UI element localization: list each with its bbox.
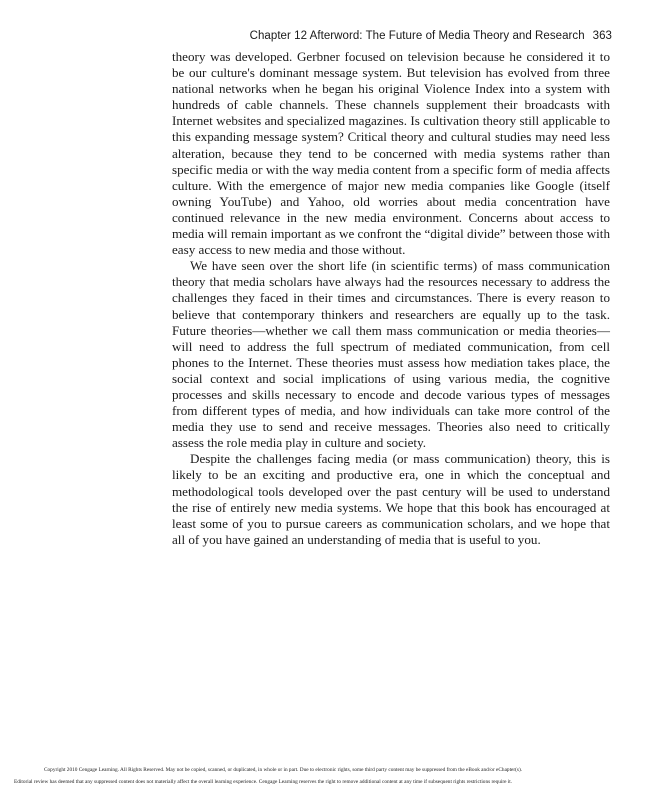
paragraph-3: Despite the challenges facing media (or mass communication) theory, this is likely to be an exciting and productive era, one in which the conceptual and methodological tools developed over the past century will be used to understand the rise of entirely new media systems. We hope that this book has encouraged at least some of you to pursue careers as communication scholars, and we hope that all of you have gained an understanding of media that is useful to you. [172, 451, 610, 547]
running-header [172, 30, 612, 42]
chapter-title: Chapter 12 Afterword: The Future of Media Theory and Research [249, 30, 585, 42]
paragraph-1: theory was developed. Gerbner focused on television because he considered it to be our culture's dominant message system. But television has evolved from three national networks when he began his original Violence Index into a system with hundreds of cable channels. These channels supplement their broadcasts with Internet websites and specialized magazines. Is cultivation theory still applicable to this expanding message system? Critical theory and cultural studies may need less alteration, because they tend to be concerned with media systems rather than specific media or with the way media content from a specific form of media affects culture. With the emergence of major new media companies like Google (itself owning YouTube) and Yahoo, old worries about media concentration have continued relevance in the new media environment. Concerns about access to media will remain important as we confront the “digital divide” between those with easy access to new media and those without. [172, 49, 610, 258]
paragraph-2: We have seen over the short life (in scientific terms) of mass communication theory that media scholars have always had the resources necessary to address the challenges they faced in their times and circumstances. There is every reason to believe that contemporary thinkers and researchers are equally up to the task. Future theories—whether we call them mass communication or media theories—will need to address the full spectrum of mediated communication, from cell phones to the Internet. These theories must assess how mediation takes place, the social context and social implications of using various media, the cognitive processes and skills necessary to encode and decode various types of messages from different types of media, and how individuals can take more control of the media they use to send and receive messages. Theories also need to critically assess the role media play in culture and society. [172, 258, 610, 451]
editorial-notice: Editorial review has deemed that any suppressed content does not materially affect the overall learning experience. Cengage Learning reserves the right to remove additional content at any time if subsequent rights restrictions require it. [14, 779, 513, 785]
body-text [172, 49, 610, 548]
page-number: 363 [592, 30, 612, 42]
copyright-notice: Copyright 2010 Cengage Learning. All Rights Reserved. May not be copied, scanned, or duplicated, in whole or in part. Due to electronic rights, some third party content may be suppressed from the eBook and/or eChapter(s). [44, 767, 523, 773]
